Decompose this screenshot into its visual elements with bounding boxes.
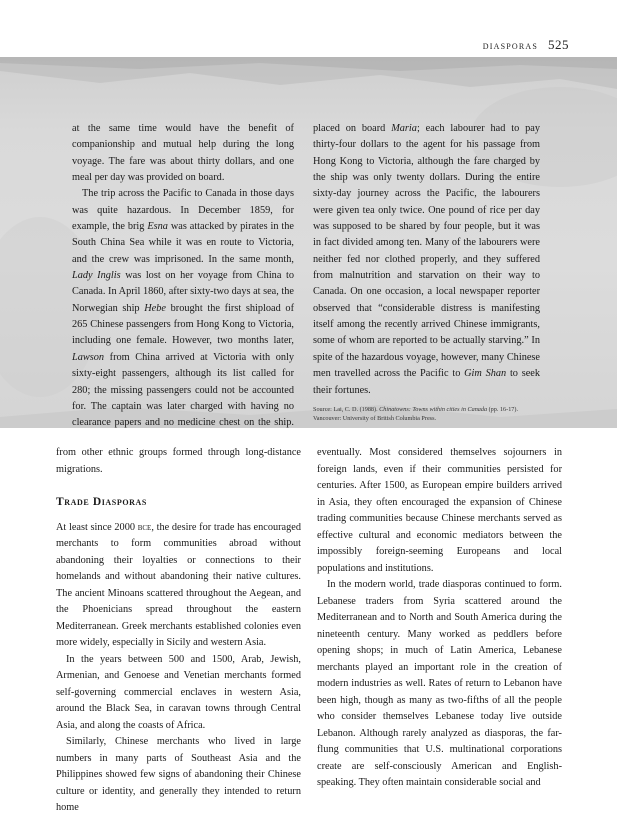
page-number: 525 (548, 37, 569, 52)
sidebar-paragraph: placed on board Maria; each labourer had to pay thirty-four dollars to the agent for his passage from Hong Kong to Victoria, although the fare charged by the ship was only twenty dollars. During the entire sixty-day journey across the Pacific, the labourers were given tea only twice. One pound of rice per day was supposed to be shared by four people, but it was in fact divided among ten. Many of the labourers were neither fed nor clothed properly, and they suffered from malnutrition and starvation on their way to Canada. On one occasion, a local newspaper reporter observed that “considerable distress is manifesting itself among the recently arrived Chinese immigrants, some of whom are reported to be actually starving.” In spite of the hazardous voyage, however, many Chinese men travelled across the Pacific to Gim Shan to seek their fortunes. (313, 123, 540, 396)
body-paragraph: In the modern world, trade diasporas continued to form. Lebanese traders from Syria scattered around the Mediterranean and to North and South America during the nineteenth century. Many worked as peddlers before opening shops; in much of Latin America, Lebanese merchants played an important role in the creation of modern industries as well. Rates of return to Lebanon have been high, though as many as two-fifths of all the people who consider themselves Lebanese today live outside Lebanon. Although rarely analyzed as diasporas, the far-flung communities that U.S. multinational corporations create are self-consciously American and English-speaking. They often maintain considerable social and (317, 579, 562, 788)
ship-name: Maria (391, 123, 417, 134)
ship-name: Hebe (144, 302, 166, 314)
body-paragraph: from other ethnic groups formed through long-distance migrations. (56, 447, 301, 475)
sidebar-box (0, 57, 617, 428)
sidebar-right-column (313, 121, 540, 423)
running-head (483, 37, 569, 53)
body-paragraph: Similarly, Chinese merchants who lived in large numbers in many parts of Southeast Asia and the Philippines showed few signs of abandoning their Chinese culture or identity, and generally they intended to return home (56, 736, 301, 814)
ship-name: Esna (147, 221, 168, 233)
sidebar-left-column (72, 121, 294, 428)
main-right-column (317, 445, 562, 792)
running-head-title: diasporas (482, 40, 539, 52)
place-name: Gim Shan (464, 368, 507, 380)
ship-name: Lady Inglis (72, 270, 121, 282)
body-paragraph: eventually. Most considered themselves sojourners in foreign lands, even if their communities persisted for centuries. After 1500, as European empire builders arrived in Asia, they often encouraged the expansion of Chinese trading communities because Chinese merchants served as effective cultural and economic mediators between the impossibly foreign-seeming Europeans and local populations and institutions. (317, 447, 562, 574)
sidebar-paragraph: The trip across the Pacific to Canada in those days was quite hazardous. In December 1859, for example, the brig Esna was attacked by pirates in the South China Sea while it was en route to Victoria, and the crew was imprisoned. In the same month, Lady Inglis was lost on her voyage from China to Canada. In April 1860, after sixty-two days at sea, the Norwegian ship Hebe brought the first shipload of 265 Chinese passengers from Hong Kong to Victoria, including one female. However, two months later, Lawson from China arrived at Victoria with only sixty-eight passengers, although its list called for 280; the missing passengers could not be accounted for. The captain was later charged with having no clearance papers and no medicine chest on the ship. (72, 188, 294, 428)
sidebar-paragraph: at the same time would have the benefit of companionship and mutual help during the long voyage. The fare was about thirty dollars, and one meal per day was provided on board. (72, 123, 294, 184)
era-abbreviation: bce (137, 521, 152, 533)
section-heading: Trade Diasporas (56, 496, 147, 508)
main-left-column (56, 445, 301, 817)
ship-name: Lawson (72, 351, 105, 363)
sidebar-source-citation: Source: Lai, C. D. (1988). Chinatowns: Towns within cities in Canada (pp. 16-17). Vancouver: University of British Columbia Press. (313, 405, 519, 422)
body-paragraph: At least since 2000 bce, the desire for trade has encouraged merchants to form communities abroad without abandoning their loyalties or connections to their homelands and without abandoning their native cultures. The ancient Minoans scattered throughout the Aegean, and the Phoenicians spread throughout the eastern Mediterranean. Greek merchants established colonies even more widely, especially in Sicily and western Asia. (56, 521, 301, 649)
body-paragraph: In the years between 500 and 1500, Arab, Jewish, Armenian, and Genoese and Venetian merchants formed self-governing commercial enclaves in western Asia, around the Black Sea, in caravan towns through Central Asia, and along the coasts of Africa. (56, 653, 301, 731)
